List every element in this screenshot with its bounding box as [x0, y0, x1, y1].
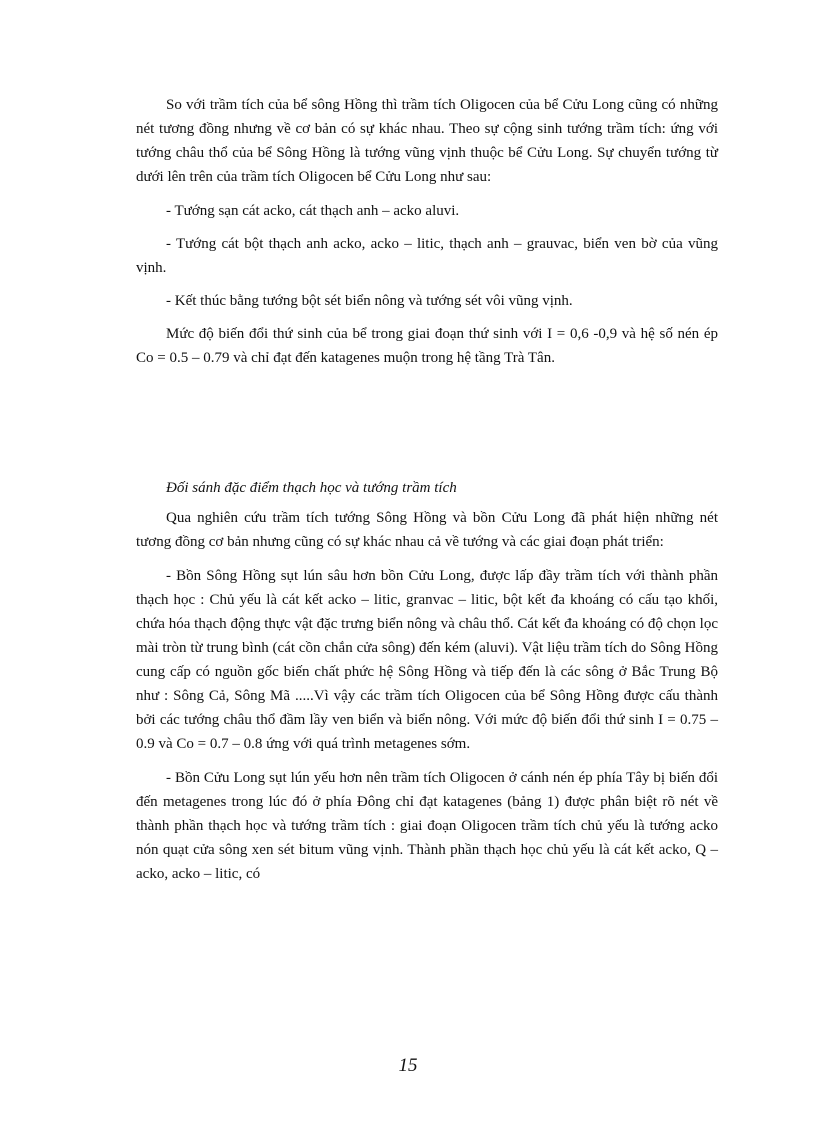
intro-paragraph: So với trầm tích của bể sông Hồng thì trầm tích Oligocen của bể Cửu Long cũng có những nét tương đồng nhưng về cơ bản có sự khác nhau. Theo sự cộng sinh tướng trầm tích: ứng với tướng châu thổ của bể Sông Hồng là tướng vũng vịnh thuộc bể Cửu Long. Sự chuyển tướng từ dưới lên trên của trầm tích Oligocen bể Cửu Long như sau:	[136, 97, 718, 185]
facies-item-2: - Tướng cát bột thạch anh acko, acko – litic, thạch anh – grauvac, biển ven bờ của vũng vịnh.	[136, 236, 718, 276]
section-heading: Đối sánh đặc điểm thạch học và tướng trầm tích	[166, 480, 457, 496]
comparison-intro-paragraph: Qua nghiên cứu trầm tích tướng Sông Hồng và bồn Cửu Long đã phát hiện những nét tương đồng cơ bản nhưng cũng có sự khác nhau cả về tướng và các giai đoạn phát triển:	[136, 510, 718, 550]
page-number: 15	[398, 1055, 418, 1076]
song-hong-basin-paragraph: - Bồn Sông Hồng sụt lún sâu hơn bồn Cửu Long, được lấp đầy trầm tích với thành phần thạch học : Chủ yếu là cát kết acko – litic, granvac – litic, bột kết đa khoáng có cấu tạo khối, chứa hóa thạch động thực vật đặc trưng biển nông và châu thổ. Cát kết đa khoáng có độ chọn lọc mài tròn từ trung bình (cát cồn chắn cửa sông) đến kém (aluvi). Vật liệu trầm tích do Sông Hồng cung cấp có nguồn gốc biến chất phức hệ Sông Hồng và tiếp đến là các sông ở Bắc Trung Bộ như : Sông Cả, Sông Mã .....Vì vậy các trầm tích Oligocen của bể Sông Hồng được cấu thành bởi các tướng châu thổ đầm lầy ven biển và biển nông. Với mức độ biến đổi thứ sinh I = 0.75 – 0.9 và Co = 0.7 – 0.8 ứng với quá trình metagenes sớm.	[136, 568, 718, 752]
top-section	[136, 93, 718, 370]
section-gap	[136, 370, 718, 476]
alteration-paragraph: Mức độ biến đổi thứ sinh của bể trong giai đoạn thứ sinh với I = 0,6 -0,9 và hệ số nén ép Co = 0.5 – 0.79 và chỉ đạt đến katagenes muộn trong hệ tầng Trà Tân.	[136, 326, 718, 366]
facies-item-3: - Kết thúc bằng tướng bột sét biển nông và tướng sét vôi vũng vịnh.	[166, 293, 573, 309]
document-page	[136, 93, 718, 896]
cuu-long-basin-paragraph: - Bồn Cửu Long sụt lún yếu hơn nên trầm tích Oligocen ở cánh nén ép phía Tây bị biến đổi đến metagenes trong lúc đó ở phía Đông chỉ đạt katagenes (bảng 1) được phân biệt rõ nét về thành phần thạch học và tướng trầm tích : giai đoạn Oligocen trầm tích chủ yếu là tướng acko nón quạt cửa sông xen sét bitum vũng vịnh. Thành phần thạch học chủ yếu là cát kết acko, Q – acko, acko – litic, có	[136, 770, 718, 882]
facies-item-1: - Tướng sạn cát acko, cát thạch anh – acko aluvi.	[166, 203, 460, 219]
